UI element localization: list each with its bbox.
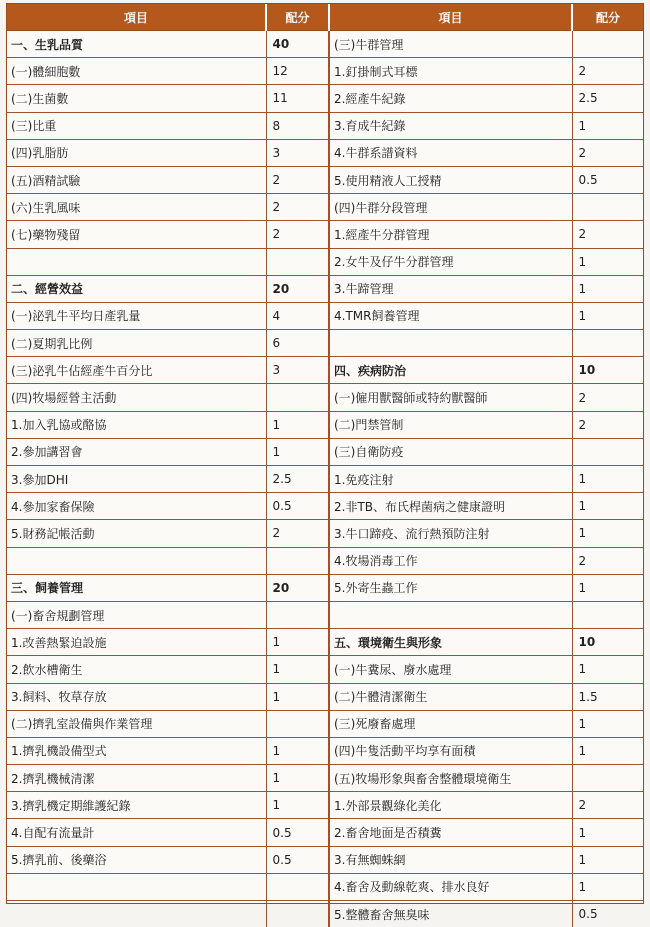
left-item-cell: 4.自配有流量計 [7, 819, 266, 846]
left-score-cell: 0.5 [266, 819, 329, 846]
right-score-cell: 1 [572, 710, 643, 737]
right-item-cell: 2.非TB、布氏桿菌病之健康證明 [329, 493, 572, 520]
left-item-cell [7, 547, 266, 574]
right-item-cell: (四)牛群分段管理 [329, 194, 572, 221]
table-row [7, 466, 643, 493]
left-score-cell: 1 [266, 792, 329, 819]
right-score-cell: 1 [572, 466, 643, 493]
left-item-cell: (五)酒精試驗 [7, 166, 266, 193]
table-row [7, 683, 643, 710]
right-score-cell [572, 194, 643, 221]
left-item-cell [7, 248, 266, 275]
table-header-row [7, 4, 643, 31]
left-score-cell: 1 [266, 629, 329, 656]
left-item-cell: 3.飼料、牧草存放 [7, 683, 266, 710]
left-score-cell: 1 [266, 656, 329, 683]
right-score-cell: 2 [572, 384, 643, 411]
table-row [7, 330, 643, 357]
left-item-cell: 二、經營效益 [7, 275, 266, 302]
header-item: 項目 [7, 4, 266, 31]
table-row [7, 166, 643, 193]
right-item-cell: 1.釘掛制式耳標 [329, 58, 572, 85]
right-item-cell: 2.經產牛紀錄 [329, 85, 572, 112]
left-score-cell: 1 [266, 411, 329, 438]
left-score-cell: 0.5 [266, 846, 329, 873]
left-score-cell: 4 [266, 302, 329, 329]
right-item-cell: (三)牛群管理 [329, 31, 572, 58]
table-row [7, 58, 643, 85]
table-row [7, 574, 643, 601]
left-score-cell [266, 601, 329, 628]
right-score-cell: 1 [572, 302, 643, 329]
right-item-cell: (三)自衛防疫 [329, 438, 572, 465]
right-item-cell: 3.育成牛紀錄 [329, 112, 572, 139]
right-item-cell: 5.使用精液人工授精 [329, 166, 572, 193]
right-item-cell: 1.經產牛分群管理 [329, 221, 572, 248]
left-item-cell: (三)泌乳牛佔經產牛百分比 [7, 357, 266, 384]
left-item-cell: (一)泌乳牛平均日產乳量 [7, 302, 266, 329]
table-row [7, 873, 643, 900]
right-item-cell: (五)牧場形象與畜舍整體環境衛生 [329, 765, 572, 792]
right-score-cell: 1.5 [572, 683, 643, 710]
table-row [7, 846, 643, 873]
right-item-cell: (一)牛糞尿、廢水處理 [329, 656, 572, 683]
right-score-cell: 2 [572, 792, 643, 819]
right-score-cell: 1 [572, 275, 643, 302]
left-item-cell: (二)夏期乳比例 [7, 330, 266, 357]
left-score-cell: 2 [266, 194, 329, 221]
right-item-cell: (四)牛隻活動平均享有面積 [329, 737, 572, 764]
left-score-cell: 2 [266, 221, 329, 248]
left-item-cell [7, 901, 266, 927]
left-item-cell: 5.財務記帳活動 [7, 520, 266, 547]
left-score-cell: 2 [266, 166, 329, 193]
left-score-cell [266, 901, 329, 927]
right-item-cell: 3.牛蹄管理 [329, 275, 572, 302]
left-item-cell: 3.參加DHI [7, 466, 266, 493]
left-item-cell: 5.擠乳前、後藥浴 [7, 846, 266, 873]
table-row [7, 601, 643, 628]
left-score-cell: 1 [266, 765, 329, 792]
right-score-cell [572, 765, 643, 792]
left-score-cell: 20 [266, 275, 329, 302]
left-item-cell: (四)牧場經營主活動 [7, 384, 266, 411]
table-row [7, 737, 643, 764]
left-score-cell [266, 710, 329, 737]
right-item-cell: 1.免疫注射 [329, 466, 572, 493]
right-score-cell: 1 [572, 656, 643, 683]
table-row [7, 765, 643, 792]
left-score-cell: 2.5 [266, 466, 329, 493]
left-item-cell: (一)體細胞數 [7, 58, 266, 85]
table-row [7, 112, 643, 139]
left-item-cell: 2.擠乳機械清潔 [7, 765, 266, 792]
left-item-cell: 4.參加家畜保險 [7, 493, 266, 520]
right-score-cell: 1 [572, 574, 643, 601]
left-item-cell: (二)生菌數 [7, 85, 266, 112]
table-row [7, 85, 643, 112]
left-score-cell [266, 873, 329, 900]
right-item-cell: 5.整體畜舍無臭味 [329, 901, 572, 927]
table-row [7, 194, 643, 221]
right-score-cell: 2 [572, 58, 643, 85]
right-score-cell: 1 [572, 520, 643, 547]
right-score-cell: 2 [572, 411, 643, 438]
left-item-cell: (四)乳脂肪 [7, 139, 266, 166]
left-item-cell: 3.擠乳機定期維護紀錄 [7, 792, 266, 819]
table-row [7, 275, 643, 302]
right-item-cell: 五、環境衛生與形象 [329, 629, 572, 656]
table-row [7, 656, 643, 683]
left-item-cell: 1.擠乳機設備型式 [7, 737, 266, 764]
table-row [7, 819, 643, 846]
right-score-cell: 2 [572, 221, 643, 248]
table-row [7, 357, 643, 384]
right-item-cell: 3.有無蜘蛛網 [329, 846, 572, 873]
right-score-cell: 0.5 [572, 166, 643, 193]
header-score: 配分 [266, 4, 329, 31]
right-score-cell: 1 [572, 112, 643, 139]
left-score-cell: 3 [266, 357, 329, 384]
left-item-cell: 1.改善熱緊迫設施 [7, 629, 266, 656]
right-item-cell: 2.女牛及仔牛分群管理 [329, 248, 572, 275]
right-item-cell: 四、疾病防治 [329, 357, 572, 384]
left-item-cell: 三、飼養管理 [7, 574, 266, 601]
right-item-cell: 3.牛口蹄疫、流行熱預防注射 [329, 520, 572, 547]
right-score-cell [572, 601, 643, 628]
left-item-cell: (三)比重 [7, 112, 266, 139]
left-item-cell: (二)擠乳室設備與作業管理 [7, 710, 266, 737]
right-score-cell [572, 31, 643, 58]
left-item-cell: (一)畜舍規劃管理 [7, 601, 266, 628]
right-item-cell: 4.牛群系譜資料 [329, 139, 572, 166]
right-item-cell: 1.外部景觀綠化美化 [329, 792, 572, 819]
right-score-cell: 0.5 [572, 901, 643, 927]
right-item-cell: 4.牧場消毒工作 [329, 547, 572, 574]
table-row [7, 31, 643, 58]
left-score-cell: 1 [266, 737, 329, 764]
table-row [7, 248, 643, 275]
table-row [7, 792, 643, 819]
table-row [7, 629, 643, 656]
left-score-cell: 1 [266, 683, 329, 710]
header-item-2: 項目 [329, 4, 572, 31]
left-score-cell: 1 [266, 438, 329, 465]
table-row [7, 221, 643, 248]
left-score-cell: 40 [266, 31, 329, 58]
right-score-cell: 10 [572, 629, 643, 656]
right-score-cell [572, 438, 643, 465]
table-row [7, 547, 643, 574]
left-score-cell: 20 [266, 574, 329, 601]
left-score-cell: 3 [266, 139, 329, 166]
table-row [7, 493, 643, 520]
scoring-table-sheet [6, 3, 644, 904]
left-item-cell: (七)藥物殘留 [7, 221, 266, 248]
left-score-cell: 11 [266, 85, 329, 112]
right-score-cell: 1 [572, 819, 643, 846]
right-score-cell: 1 [572, 873, 643, 900]
table-row [7, 302, 643, 329]
table-row [7, 384, 643, 411]
left-item-cell: 一、生乳品質 [7, 31, 266, 58]
left-item-cell: (六)生乳風味 [7, 194, 266, 221]
right-score-cell [572, 330, 643, 357]
right-item-cell: (三)死廢畜處理 [329, 710, 572, 737]
right-item-cell: 4.畜舍及動線乾爽、排水良好 [329, 873, 572, 900]
right-score-cell: 1 [572, 493, 643, 520]
left-item-cell [7, 873, 266, 900]
right-item-cell: 4.TMR飼養管理 [329, 302, 572, 329]
table-row [7, 901, 643, 927]
right-score-cell: 1 [572, 248, 643, 275]
right-item-cell: (一)僱用獸醫師或特約獸醫師 [329, 384, 572, 411]
right-score-cell: 1 [572, 846, 643, 873]
right-score-cell: 10 [572, 357, 643, 384]
left-score-cell: 2 [266, 520, 329, 547]
scoring-table [7, 4, 643, 927]
right-item-cell: 5.外寄生蟲工作 [329, 574, 572, 601]
right-score-cell: 2 [572, 547, 643, 574]
left-item-cell: 1.加入乳協或酪協 [7, 411, 266, 438]
right-score-cell: 1 [572, 737, 643, 764]
left-score-cell: 0.5 [266, 493, 329, 520]
header-score-2: 配分 [572, 4, 643, 31]
right-item-cell: 2.畜舍地面是否積糞 [329, 819, 572, 846]
left-item-cell: 2.參加講習會 [7, 438, 266, 465]
right-item-cell [329, 330, 572, 357]
table-row [7, 520, 643, 547]
table-row [7, 411, 643, 438]
left-score-cell: 8 [266, 112, 329, 139]
left-score-cell: 12 [266, 58, 329, 85]
table-row [7, 139, 643, 166]
left-score-cell: 6 [266, 330, 329, 357]
right-item-cell: (二)門禁管制 [329, 411, 572, 438]
left-score-cell [266, 384, 329, 411]
table-row [7, 710, 643, 737]
right-item-cell [329, 601, 572, 628]
left-score-cell [266, 248, 329, 275]
right-item-cell: (二)牛體清潔衛生 [329, 683, 572, 710]
right-score-cell: 2 [572, 139, 643, 166]
right-score-cell: 2.5 [572, 85, 643, 112]
table-row [7, 438, 643, 465]
left-score-cell [266, 547, 329, 574]
left-item-cell: 2.飲水槽衛生 [7, 656, 266, 683]
scoring-table-body [7, 4, 643, 927]
